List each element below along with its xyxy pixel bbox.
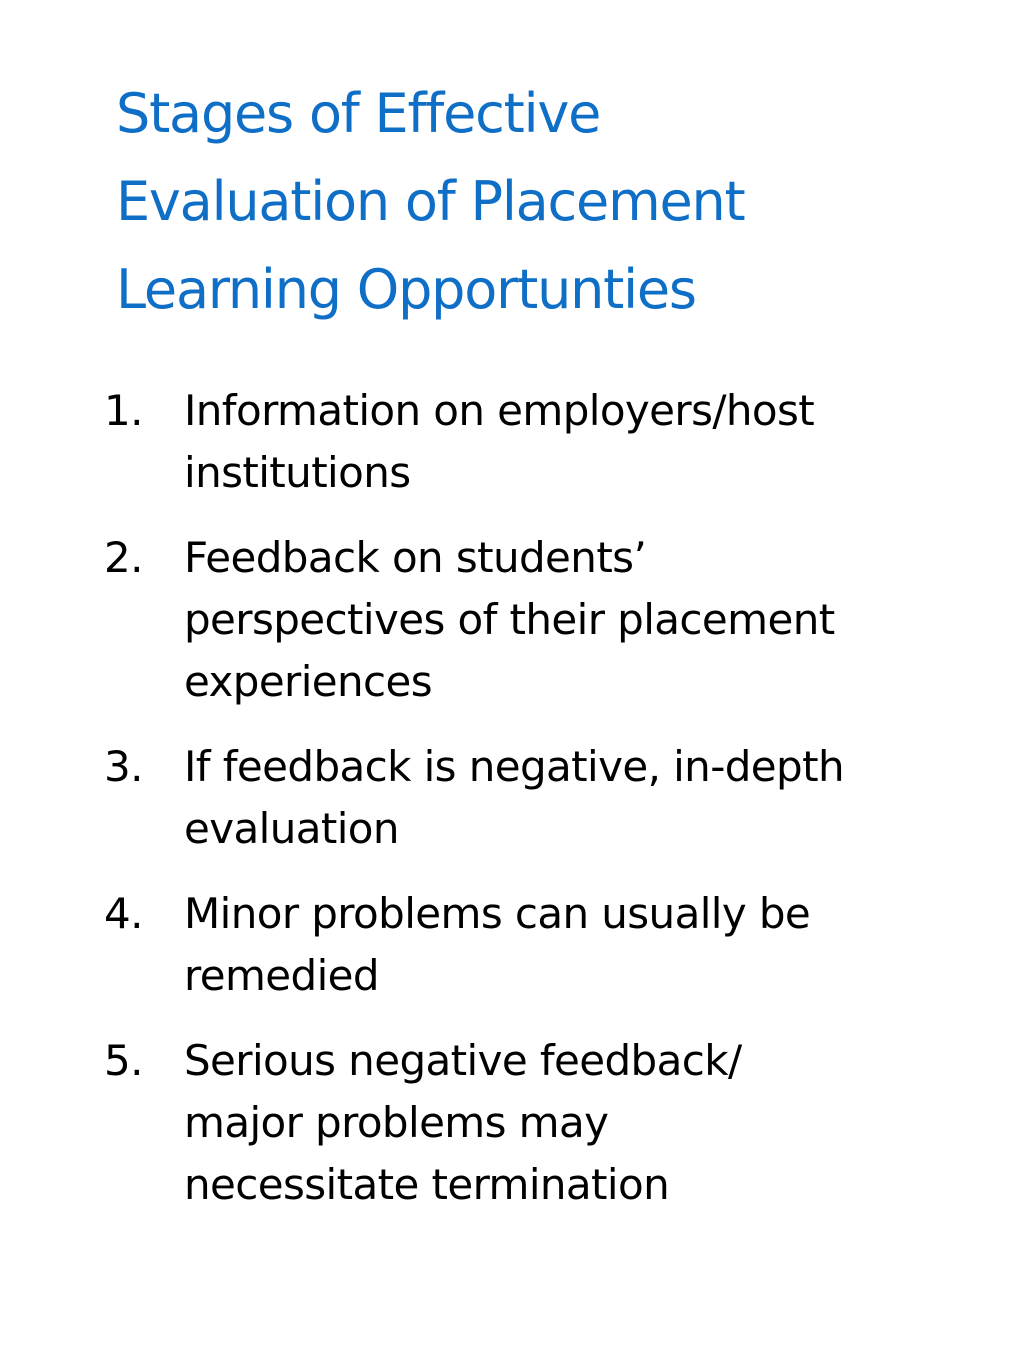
item-text-line: Minor problems can usually be xyxy=(184,889,811,938)
item-number: 3. xyxy=(104,742,143,791)
list-item xyxy=(100,380,1000,504)
item-text-line: evaluation xyxy=(184,804,399,853)
item-text-line: remedied xyxy=(184,951,379,1000)
item-number: 4. xyxy=(104,889,143,938)
item-text-line: experiences xyxy=(184,657,433,706)
item-number: 1. xyxy=(104,386,143,435)
item-text-line: Information on employers/host xyxy=(184,386,815,435)
item-number: 5. xyxy=(104,1036,143,1085)
title-line: Evaluation of Placement xyxy=(116,170,745,233)
title-line: Stages of Effective xyxy=(116,82,601,145)
item-text-line: Feedback on students’ xyxy=(184,533,647,582)
list-item xyxy=(100,883,1000,1007)
item-text-line: institutions xyxy=(184,448,411,497)
list-item xyxy=(100,1030,1000,1216)
title-line: Learning Opportunties xyxy=(116,258,696,321)
stages-list xyxy=(100,380,1000,1239)
item-text-line: Serious negative feedback/ xyxy=(184,1036,742,1085)
list-item xyxy=(100,527,1000,713)
item-text-line: perspectives of their placement xyxy=(184,595,835,644)
item-number: 2. xyxy=(104,533,143,582)
item-text-line: major problems may xyxy=(184,1098,609,1147)
list-item xyxy=(100,736,1000,860)
slide-title xyxy=(116,70,976,334)
item-text-line: If feedback is negative, in-depth xyxy=(184,742,844,791)
item-text-line: necessitate termination xyxy=(184,1160,670,1209)
